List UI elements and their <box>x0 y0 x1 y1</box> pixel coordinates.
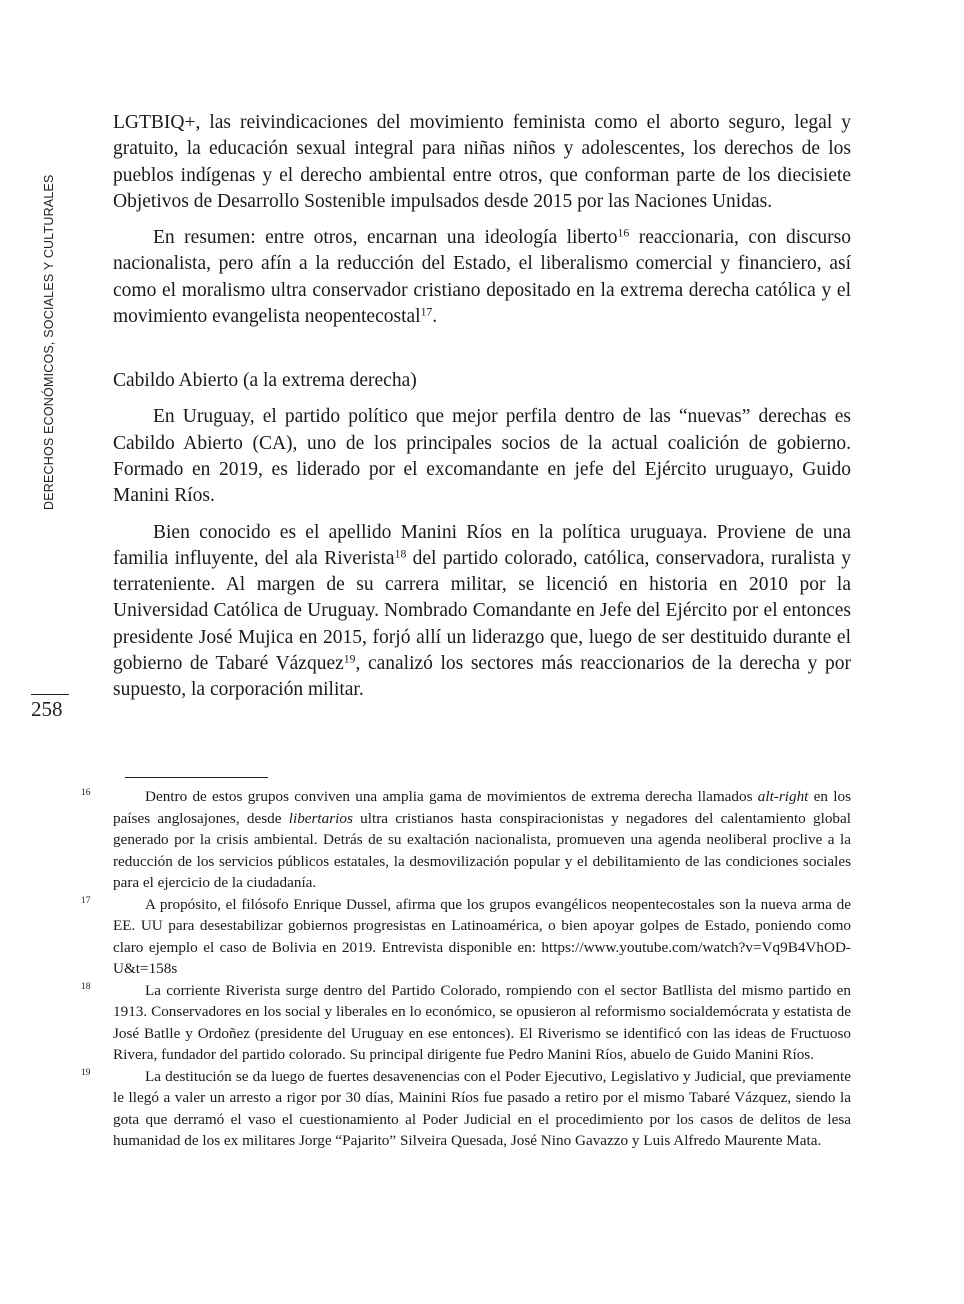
footnote-19 <box>81 1066 851 1152</box>
paragraph-2-text-a: En resumen: entre otros, encarnan una ideología liberto <box>153 227 618 249</box>
paragraph-4 <box>113 520 851 704</box>
footnote-number: 18 <box>81 981 91 992</box>
footnote-number: 17 <box>81 895 91 906</box>
footnote-16-text-b: en los países anglosajones, desde <box>113 788 851 827</box>
running-head: DERECHOS ECONÓMICOS, SOCIALES Y CULTURALES <box>42 174 56 510</box>
footnote-17 <box>81 894 851 980</box>
footnote-ref-16[interactable]: 16 <box>617 226 630 240</box>
paragraph-3: En Uruguay, el partido político que mejor perfila dentro de las “nuevas” derechas es Cabildo Abierto (CA), uno de los principales socios de la actual coalición de gobierno. Formado en 2019, es liderado por el excomandante en jefe del Ejército uruguayo, Guido Manini Ríos. <box>113 406 851 507</box>
footnote-18-text: La corriente Riverista surge dentro del Partido Colorado, rompiendo con el sector Batllista del mismo partido en 1913. Conservadores en los social y liberales en lo económico, se opusieron al reformismo socialdemócrata y estatista de José Batlle y Ordoñez (presidente del Uruguay en ese entonces). El Riverismo se identificó con las ideas de Fructuoso Rivera, fundador del partido colorado. Su principal dirigente fue Pedro Manini Ríos, abuelo de Guido Manini Ríos. <box>113 981 851 1063</box>
footnote-18 <box>81 980 851 1066</box>
footnotes <box>81 786 851 1152</box>
footnote-16-emphasis-2: libertarios <box>288 809 353 827</box>
section-heading: Cabildo Abierto (a la extrema derecha) <box>113 370 417 392</box>
footnote-ref-19[interactable]: 19 <box>343 652 356 666</box>
footnote-16 <box>81 786 851 894</box>
paragraph-4-text-c: , canalizó los sectores más reaccionarios de la derecha y por supuesto, la corporación militar. <box>113 653 852 701</box>
footnote-16-text-a: Dentro de estos grupos conviven una amplia gama de movimientos de extrema derecha llamados <box>145 788 758 805</box>
page-number-rule <box>31 694 69 695</box>
footnote-ref-18[interactable]: 18 <box>394 547 407 561</box>
footnote-16-text-c: ultra cristianos hasta conspiracionistas y negadores del calentamiento global generado por la crisis ambiental. Detrás de su exaltación nacionalista, promueven una agenda neoliberal proclive a la reducción de los servicios públicos estatales, la desmovilización popular y el debilitamiento de las condiciones sociales para el ejercicio de la ciudadanía. <box>113 809 851 891</box>
paragraph-4-text-a: Bien conocido es el apellido Manini Ríos en la política uruguaya. Proviene de una familia influyente, del ala Riverista <box>113 521 851 569</box>
page-number: 258 <box>31 697 63 721</box>
paragraph-4-text-b: del partido colorado, católica, conservadora, ruralista y terrateniente. Al margen de su carrera militar, se licenció en historia en 2010 por la Universidad Católica de Uruguay. Nombrado Comandante en Jefe del Ejército por el entonces presidente José Mujica en 2015, forjó allí un liderazgo que, luego de ser destituido durante el gobierno de Tabaré Vázquez <box>113 547 851 675</box>
paragraph-2-text-c: . <box>432 306 438 328</box>
footnote-17-text: A propósito, el filósofo Enrique Dussel, afirma que los grupos evangélicos neopentecostales son la nueva arma de EE. UU para desestabilizar gobiernos progresistas en Latinoamérica, o bien apoyar golpes de Estado, poniendo como claro ejemplo el caso de Bolivia en 2019. Entrevista disponible en: https://www.youtube.com/watch?v=Vq9B4VhOD-U&t=158s <box>113 895 851 977</box>
paragraph-1: LGTBIQ+, las reivindicaciones del movimiento feminista como el aborto seguro, legal y gratuito, la educación sexual integral para niñas niños y adolescentes, los derechos de los pueblos indígenas y el derecho ambiental entre otros, que conforman parte de los diecisiete Objetivos de Desarrollo Sostenible impulsados desde 2015 por las Naciones Unidas. <box>113 112 851 212</box>
paragraph-2 <box>113 225 851 330</box>
footnote-16-emphasis-1: alt-right <box>757 788 809 805</box>
paragraph-2-text-b: reaccionaria, con discurso nacionalista, pero afín a la reducción del Estado, el liberalismo comercial y financiero, así como el moralismo ultra conservador cristiano depositado en la extrema derecha católica y el movimiento evangelista neopentecostal <box>113 227 851 328</box>
footnote-separator <box>125 777 268 778</box>
footnote-ref-17[interactable]: 17 <box>420 305 433 319</box>
footnote-number: 16 <box>81 788 91 798</box>
footnote-19-text: La destitución se da luego de fuertes desavenencias con el Poder Ejecutivo, Legislativo y Judicial, que previamente le llegó a valer un arresto a rigor por 30 días, Mainini Ríos fue pasado a retiro por el mismo Tabaré Vázquez, siendo la gota que derramó el vaso el cuestionamiento al Poder Judicial en el procedimiento por los casos de delitos de lesa humanidad de los ex militares Jorge “Pajarito” Silveira Quesada, José Nino Gavazzo y Luis Alfredo Maurente Mata. <box>113 1067 851 1149</box>
footnote-number: 19 <box>81 1067 91 1078</box>
body-text <box>113 110 851 714</box>
